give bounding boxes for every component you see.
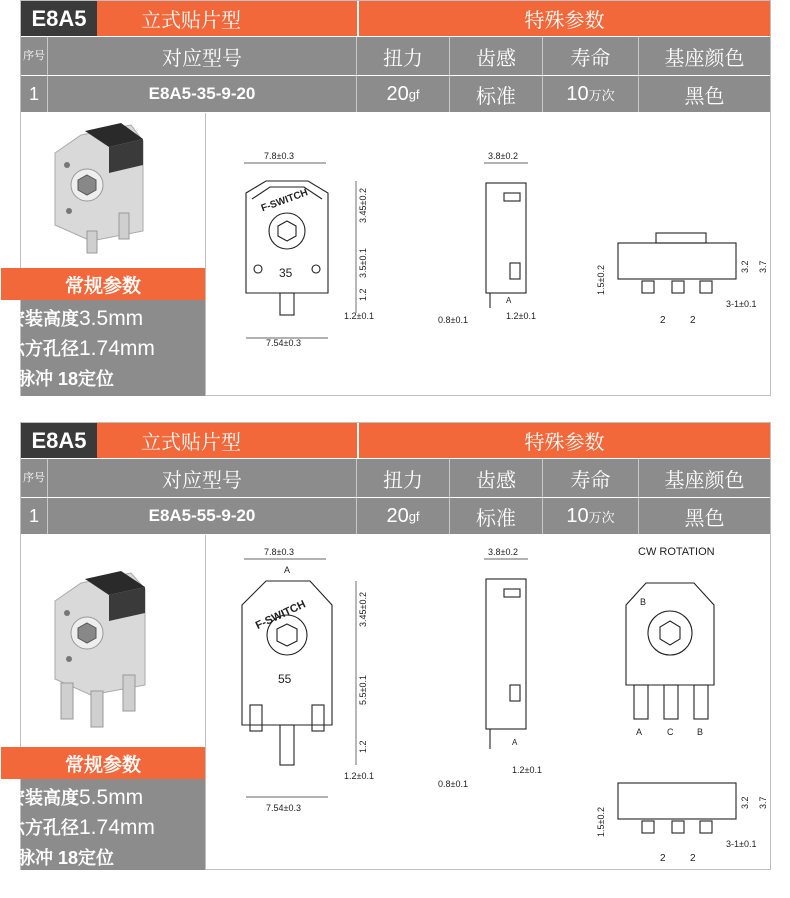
params-list	[1, 783, 205, 873]
title-row	[21, 1, 770, 36]
side-view	[438, 547, 542, 789]
row-base-color: 黑色	[639, 498, 770, 534]
param-height-label: 安装高度	[7, 788, 79, 808]
param-hex-label: 六方孔径	[7, 818, 79, 838]
side-dim-width: 3.8±0.2	[488, 151, 518, 161]
torque-value: 20	[386, 82, 409, 105]
side-dim-pin: 0.8±0.1	[438, 315, 468, 325]
param-height	[7, 304, 205, 334]
param-height	[7, 783, 205, 813]
bottom-dim-p1: 2	[660, 315, 666, 326]
bottom-dim-left: 1.5±0.2	[596, 807, 606, 837]
front-view	[244, 151, 374, 348]
bottom-dim-h2: 3.7	[758, 260, 768, 273]
dim-width: 7.8±0.3	[264, 547, 294, 557]
product-photo	[21, 535, 205, 747]
encoder-photo-image	[21, 535, 205, 747]
header-serial	[21, 37, 48, 75]
life-value: 10	[566, 504, 589, 527]
param-pulse: 9脉冲 18定位	[7, 848, 115, 868]
technical-drawings	[206, 113, 770, 396]
encoder-photo-image	[21, 113, 205, 268]
row-feel: 标准	[450, 498, 543, 534]
product-code: E8A5	[21, 423, 97, 458]
pin-a: A	[636, 727, 643, 737]
header-row	[21, 459, 770, 497]
torque-unit: gf	[408, 86, 420, 102]
param-height-value: 5.5mm	[79, 786, 144, 809]
row-feel: 标准	[450, 76, 543, 112]
header-torque: 扭力	[357, 459, 450, 497]
life-value: 10	[566, 82, 589, 105]
header-serial-label: 序号	[23, 472, 45, 484]
side-view	[438, 151, 536, 325]
dim-h3: 1.2	[358, 740, 368, 753]
model-num-mark: 55	[278, 672, 292, 686]
dim-pin: 1.2±0.1	[344, 311, 374, 321]
title-row	[21, 423, 770, 458]
bottom-view	[596, 783, 768, 864]
row-model: E8A5-55-9-20	[48, 498, 357, 534]
torque-unit: gf	[408, 508, 420, 524]
bottom-dim-pad: 3-1±0.1	[726, 299, 757, 309]
rotation-mark-b: B	[640, 597, 647, 607]
product-code: E8A5	[21, 1, 97, 36]
header-serial	[21, 459, 48, 497]
header-torque: 扭力	[357, 37, 450, 75]
row-serial: 1	[21, 76, 48, 112]
row-life	[543, 498, 639, 534]
dim-width: 7.8±0.3	[264, 151, 294, 161]
technical-drawings	[206, 535, 770, 870]
type-title: 立式贴片型	[97, 1, 357, 36]
param-height-value: 3.5mm	[79, 307, 144, 330]
dim-h1: 3.45±0.2	[358, 188, 368, 223]
header-serial-label: 序号	[23, 50, 45, 62]
side-dim-pin: 0.8±0.1	[438, 779, 468, 789]
side-dim-width: 3.8±0.2	[488, 547, 518, 557]
header-base-color: 基座颜色	[639, 37, 770, 75]
dim-h3: 1.2	[358, 288, 368, 301]
params-panel	[7, 747, 205, 870]
spec-title: 特殊参数	[357, 1, 770, 36]
bottom-dim-h2: 3.7	[758, 796, 768, 809]
row-torque	[357, 76, 450, 112]
bottom-dim-h1: 3.2	[740, 796, 750, 809]
product-card-1	[7, 0, 771, 396]
model-num-mark: 35	[279, 266, 293, 280]
header-feel: 齿感	[450, 459, 543, 497]
pin-c: C	[667, 727, 674, 737]
value-row	[21, 498, 770, 534]
params-panel	[7, 268, 205, 396]
pin-b: B	[697, 727, 704, 737]
bottom-dim-pad: 3-1±0.1	[726, 839, 757, 849]
dim-h2: 3.5±0.1	[358, 248, 368, 278]
params-list	[1, 304, 205, 394]
param-height-label: 安装高度	[7, 309, 79, 329]
row-base-color: 黑色	[639, 76, 770, 112]
row-model: E8A5-35-9-20	[48, 76, 357, 112]
torque-value: 20	[386, 504, 409, 527]
header-model: 对应型号	[48, 37, 357, 75]
rotation-title: CW ROTATION	[638, 546, 715, 558]
side-mark: A	[512, 738, 518, 747]
dim-base: 7.54±0.3	[266, 803, 301, 813]
param-pulse: 9脉冲 18定位	[7, 369, 115, 389]
bottom-view	[596, 233, 768, 326]
param-hex-value: 1.74mm	[79, 337, 155, 360]
side-dim-pin2: 1.2±0.1	[506, 311, 536, 321]
rotation-view	[626, 546, 715, 737]
side-dim-pin2: 1.2±0.1	[512, 765, 542, 775]
value-row	[21, 76, 770, 112]
row-torque	[357, 498, 450, 534]
row-life	[543, 76, 639, 112]
header-model: 对应型号	[48, 459, 357, 497]
header-feel: 齿感	[450, 37, 543, 75]
dim-h2: 5.5±0.1	[358, 675, 368, 705]
bottom-dim-p2: 2	[690, 853, 696, 864]
life-unit: 万次	[588, 87, 615, 103]
product-card-2	[7, 422, 771, 870]
front-view	[242, 547, 374, 813]
bottom-dim-p2: 2	[690, 315, 696, 326]
params-title: 常规参数	[1, 268, 205, 300]
param-hex	[7, 334, 205, 364]
header-row	[21, 37, 770, 75]
bottom-dim-h1: 3.2	[740, 260, 750, 273]
param-hex-value: 1.74mm	[79, 816, 155, 839]
header-life: 寿命	[543, 37, 639, 75]
brand-label: F-SWITCH	[253, 598, 308, 632]
header-life: 寿命	[543, 459, 639, 497]
dim-pin: 1.2±0.1	[344, 771, 374, 781]
dim-h1: 3.45±0.2	[358, 592, 368, 627]
brand-label: F-SWITCH	[259, 187, 310, 215]
front-mark-a: A	[284, 565, 291, 575]
life-unit: 万次	[588, 509, 615, 525]
bottom-dim-left: 1.5±0.2	[596, 265, 606, 295]
param-hex-label: 六方孔径	[7, 339, 79, 359]
dim-base: 7.54±0.3	[266, 338, 301, 348]
row-serial: 1	[21, 498, 48, 534]
header-base-color: 基座颜色	[639, 459, 770, 497]
bottom-dim-p1: 2	[660, 853, 666, 864]
spec-title: 特殊参数	[357, 423, 770, 458]
param-hex	[7, 813, 205, 843]
product-photo	[21, 113, 205, 268]
side-mark: A	[506, 296, 512, 305]
type-title: 立式贴片型	[97, 423, 357, 458]
params-title: 常规参数	[1, 747, 205, 779]
